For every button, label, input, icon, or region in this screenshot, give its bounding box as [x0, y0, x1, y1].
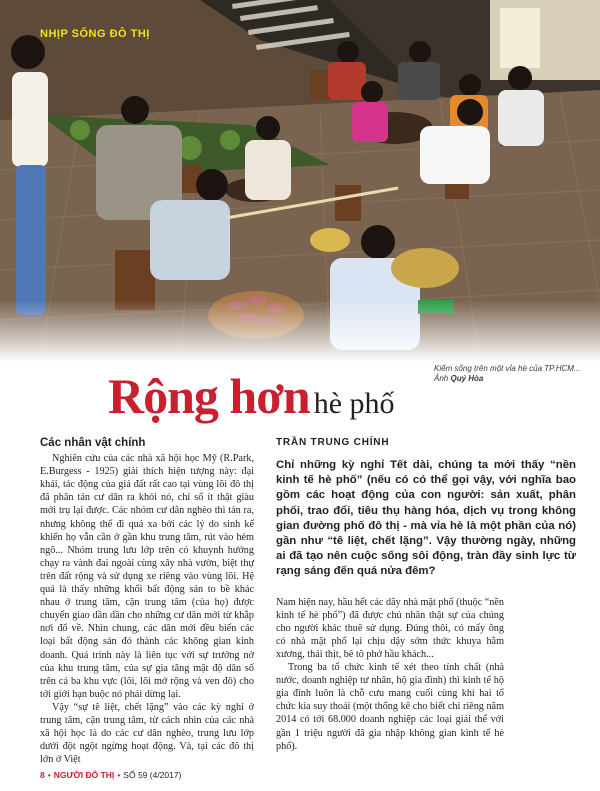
right-body — [276, 596, 504, 753]
right-paragraph: Nam hiện nay, hầu hết các dãy nhà mặt phố (thuộc “nền kinh tế hè phố”) đã được chủ nhân thật sự của chúng cho người khác thuê sử dụng. Đúng thôi, có mấy ông có nhà mặt phố lại chịu dậy sớm thức khuya hằm xương, thái thịt, bê tô phở hầu khách... — [276, 596, 504, 660]
hero-photo — [0, 0, 600, 362]
left-column — [40, 437, 254, 766]
section-tag: NHỊP SỐNG ĐÔ THỊ — [40, 28, 150, 40]
magazine-name: NGƯỜI ĐÔ THỊ — [53, 770, 115, 780]
right-column — [276, 437, 576, 753]
street-scene-illustration — [0, 0, 600, 362]
byline: TRẦN TRUNG CHÍNH — [276, 437, 390, 448]
lead-paragraph: Chỉ những kỳ nghỉ Tết dài, chúng ta mới thấy “nền kinh tế hè phố” (nếu có có thể gọi vậy, với nghĩa bao gồm các hoạt động của con người: sản xuất, phân phối, trao đổi, tiêu thụ hàng hóa, dịch vụ trong không gian đường phố đô thị - mà vỉa hè là một phần của nó) gần như “tê liệt, chết lặng”. Vậy thường ngày, những ai đã tạo nên cuộc sống sôi động, tràn đầy sinh lực từ rạng sáng đến quá nửa đêm? — [276, 459, 576, 578]
subhead: Các nhân vật chính — [40, 437, 146, 449]
page-footer — [40, 770, 181, 780]
footer-bullet: • — [47, 770, 51, 780]
left-paragraph: Nghiên cứu của các nhà xã hội học Mỹ (R.Park, E.Burgess - 1925) giải thích hiện tượng này: đại khái, tác động của giá đất rất cao tại vùng lõi đô thị đã phân tán cư dân ra khỏi nó, chỉ số ít thật giàu mới trụ lại được. Các nhóm cư dân nghèo thì tản ra, nhưng không thể đi quá xa bởi các lý do sinh kế khiến họ vẫn cần ở gần khu trung tâm, rút vào hẻm ngõ... Nhóm trung lưu lớp trên có khuynh hướng chạy ra vành đai ngoài cùng xây nhà vườn, biệt thự trên đất rộng và sử dụng xe riêng vào vùng lõi. Hệ quả là thấy những khối bất động sản to bề khác nhau ở trung tâm, cận trung tâm (của họ) được chuyển giao dần dần cho những cư dân mới từ khắp nơi đổ về. Nhìn chung, các dân mới đều biến các loại bất động sản đó thành các không gian kinh doanh. Quá trình này là liên tục với sự trưởng nở của khu trung tâm, của sự gia tăng mật độ dân số trên cả ba khu vực (lõi, lõi mở rộng và ven đô) cho tới giới hạn buộc nó phải dừng lại. — [40, 453, 254, 700]
issue-number: SỐ 59 (4/2017) — [123, 770, 182, 780]
right-paragraph: Trong ba tổ chức kinh tế xét theo tính chất (nhà nước, doanh nghiệp tư nhân, hộ gia đình) thì kinh tế hộ gia đình luôn là chỗ cưu mang cuối cùng khi hai tổ chức kia suy thoái (một thống kê cho biết chỉ riêng năm 2014 có tới 68.000 doanh nghiệp các loại giải thể với gần 1 triệu người đã gia nhập không gian kinh tế hè phố). — [276, 662, 504, 752]
headline-tail: hè phố — [313, 387, 395, 420]
page-number: 8 — [40, 770, 45, 780]
footer-bullet: • — [117, 770, 121, 780]
left-paragraph: Vậy “sự tê liệt, chết lặng” vào các kỳ nghỉ ở trung tâm, cận trung tâm, từ cách nhìn của các nhà xã hội học là do các cư dân nghèo, trung lưu lớp dưới đột ngột ngừng hoạt động. Và, tại các đô thị lớn ở Việt — [40, 701, 254, 766]
headline-main: Rộng hơn — [108, 368, 310, 424]
caption-text: Kiếm sống trên một vỉa hè của TP.HCM... Ảnh — [434, 364, 581, 383]
caption-credit: Quý Hòa — [450, 374, 484, 383]
headline — [108, 367, 488, 427]
